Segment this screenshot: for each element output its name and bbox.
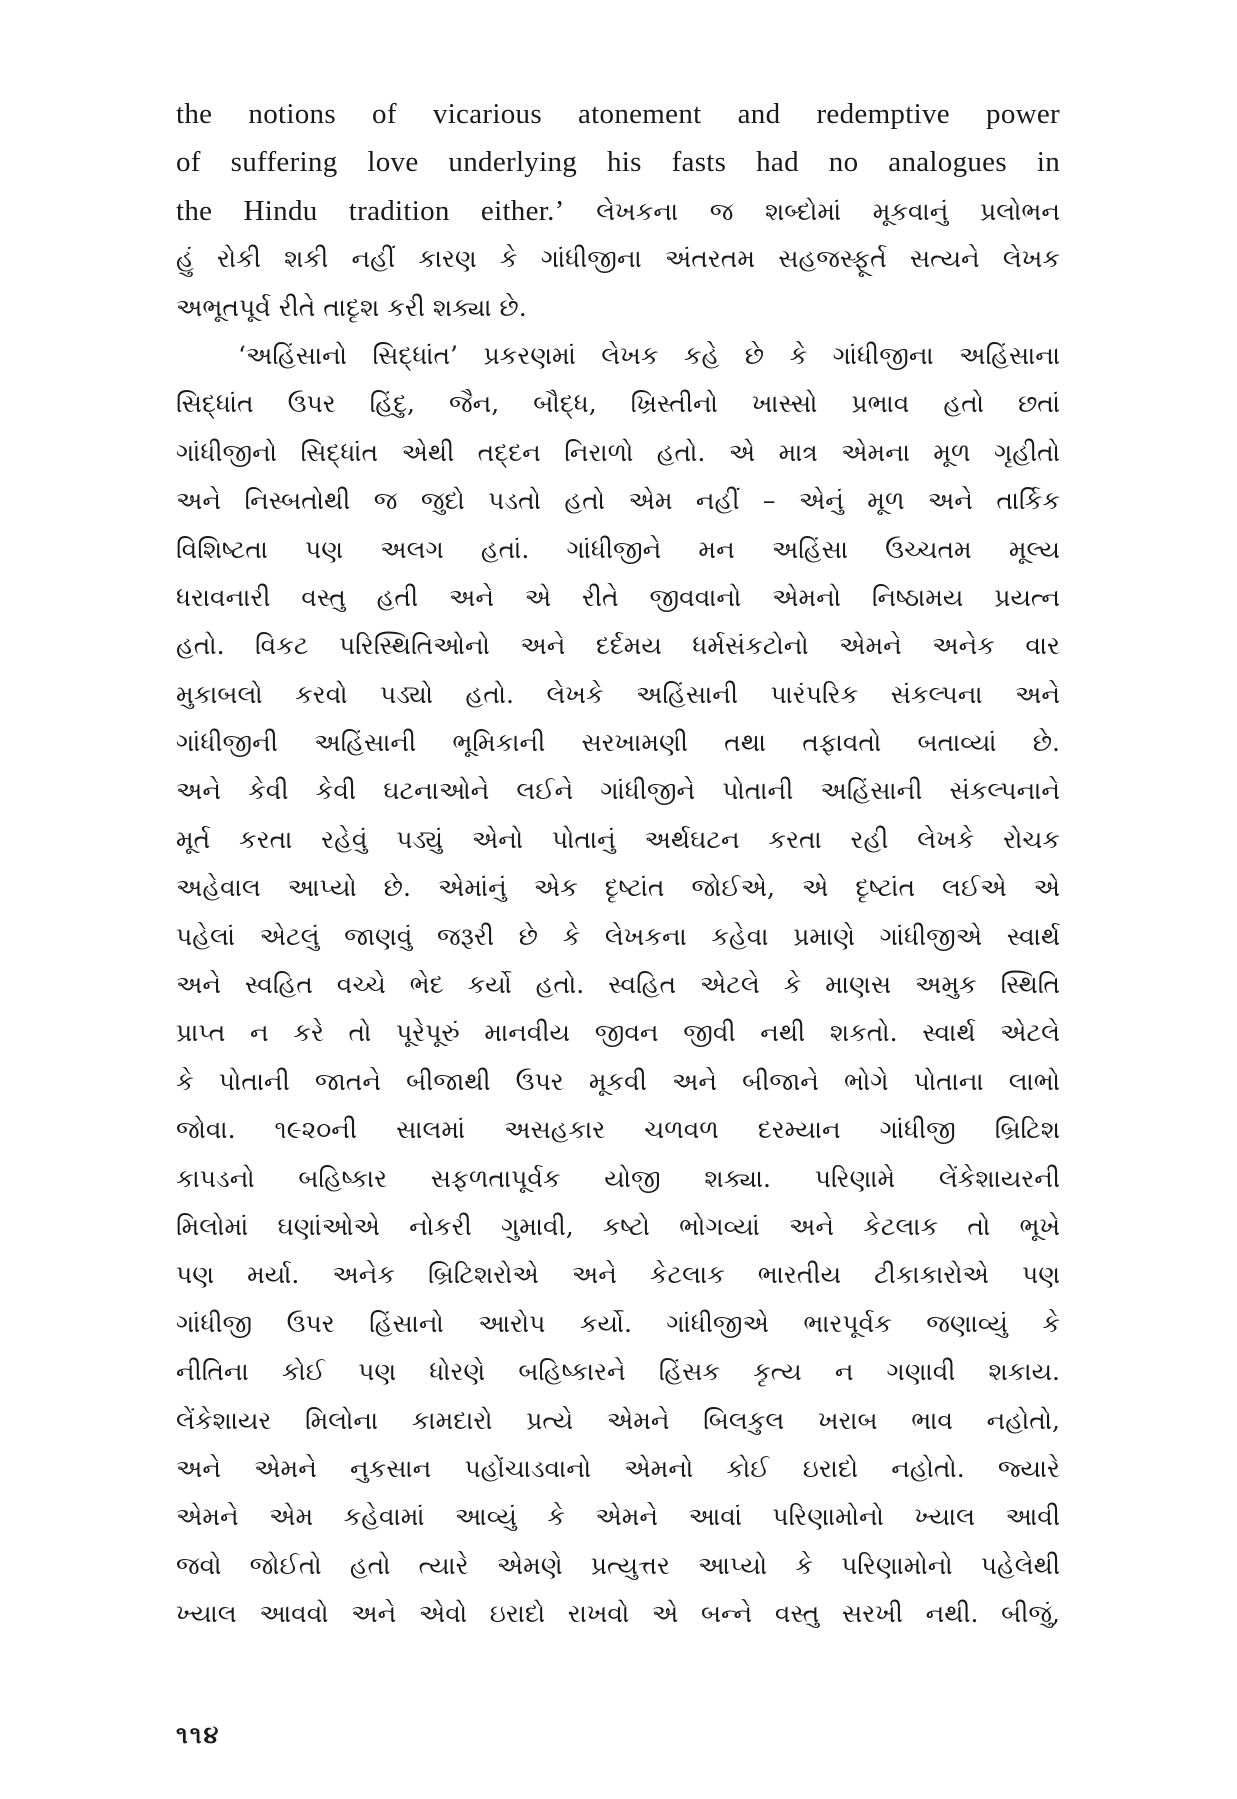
text-line-2: of suffering love underlying his fasts had no analogues in [176,146,1060,179]
text-line-7: સિદ્ધાંત ઉપર હિંદુ, જૈન, બૌદ્ધ, ખ્રિસ્તીનો ખાસ્સો પ્રભાવ હતો છતાં [176,389,1060,419]
text-line-3 [176,187,1060,235]
paragraph-start-line: ‘અહિંસાનો સિદ્ધાંત’ પ્રકરણમાં લેખક કહે છે કે ગાંધીજીના અહિંસાના [238,340,1060,370]
english-quote-end: the Hindu tradition either.’ [176,194,565,227]
gujarati-continuation: લેખકના જ શબ્દોમાં મૂકવાનું પ્રલોભન [596,196,1060,226]
text-line-25: પણ મર્યા. અનેક બ્રિટિશરોએ અને કેટલાક ભારતીય ટીકાકારોએ પણ [176,1260,1060,1290]
text-line-31: જવો જોઈતો હતો ત્યારે એમણે પ્રત્યુત્તર આપ્યો કે પરિણામોનો પહેલેથી [176,1550,1060,1580]
text-line-4: હું રોકી શકી નહીં કારણ કે ગાંધીજીના અંતરતમ સહજસ્ફૂર્ત સત્યને લેખક [176,244,1060,274]
text-line-1: the notions of vicarious atonement and redemptive power [176,98,1060,130]
text-line-10: વિશિષ્ટતા પણ અલગ હતાં. ગાંધીજીને મન અહિંસા ઉચ્ચતમ મૂલ્ય [176,534,1060,564]
text-line-21: કે પોતાની જાતને બીજાથી ઉપર મૂકવી અને બીજાને ભોગે પોતાના લાભો [176,1066,1060,1096]
text-line-20: પ્રાપ્ત ન કરે તો પૂરેપૂરું માનવીય જીવન જીવી નથી શકતો. સ્વાર્થ એટલે [176,1018,1060,1048]
text-line-12: હતો. વિકટ પરિસ્થિતિઓનો અને દર્દમય ધર્મસંકટોનો એમને અનેક વાર [176,631,1060,661]
text-line-14: ગાંધીજીની અહિંસાની ભૂમિકાની સરખામણી તથા તફાવતો બતાવ્યાં છે. [176,728,1060,758]
text-line-8: ગાંધીજીનો સિદ્ધાંત એથી તદ્દન નિરાળો હતો. એ માત્ર એમના મૂળ ગૃહીતો [176,437,1060,467]
text-line-18: પહેલાં એટલું જાણવું જરૂરી છે કે લેખકના કહેવા પ્રમાણે ગાંધીજીએ સ્વાર્થ [176,921,1060,951]
text-line-30: એમને એમ કહેવામાં આવ્યું કે એમને આવાં પરિણામોનો ખ્યાલ આવી [176,1502,1060,1532]
text-line-15: અને કેવી કેવી ઘટનાઓને લઈને ગાંધીજીને પોતાની અહિંસાની સંકલ્પનાને [176,776,1060,806]
text-line-9: અને નિસ્બતોથી જ જુદો પડતો હતો એમ નહીં – એનું મૂળ અને તાર્કિક [176,486,1060,516]
text-line-32: ખ્યાલ આવવો અને એવો ઇરાદો રાખવો એ બન્ને વસ્તુ સરખી નથી. બીજું, [176,1599,1060,1629]
text-line-19: અને સ્વહિત વચ્ચે ભેદ કર્યો હતો. સ્વહિત એટલે કે માણસ અમુક સ્થિતિ [176,970,1060,1000]
text-line-28: લેંકેશાયર મિલોના કામદારો પ્રત્યે એમને બિલકુલ ખરાબ ભાવ નહોતો, [176,1405,1060,1435]
text-line-29: અને એમને નુકસાન પહોંચાડવાનો એમનો કોઈ ઇરાદો નહોતો. જ્યારે [176,1453,1060,1483]
text-line-13: મુકાબલો કરવો પડ્યો હતો. લેખકે અહિંસાની પારંપરિક સંકલ્પના અને [176,679,1060,709]
text-line-24: મિલોમાં ઘણાંઓએ નોકરી ગુમાવી, કષ્ટો ભોગવ્યાં અને કેટલાક તો ભૂખે [176,1211,1060,1241]
text-line-23: કાપડનો બહિષ્કાર સફળતાપૂર્વક યોજી શક્યા. પરિણામે લેંકેશાયરની [176,1163,1060,1193]
page-number: ૧૧૪ [176,1720,221,1749]
text-line-11: ધરાવનારી વસ્તુ હતી અને એ રીતે જીવવાનો એમનો નિષ્ઠામય પ્રયત્ન [176,582,1060,612]
text-line-5: અભૂતપૂર્વ રીતે તાદૃશ કરી શક્યા છે. [176,292,527,322]
text-line-27: નીતિના કોઈ પણ ધોરણે બહિષ્કારને હિંસક કૃત્ય ન ગણાવી શકાય. [176,1357,1060,1387]
body-text [176,90,1060,1639]
text-line-26: ગાંધીજી ઉપર હિંસાનો આરોપ કર્યો. ગાંધીજીએ ભારપૂર્વક જણાવ્યું કે [176,1308,1060,1338]
text-line-22: જોવા. ૧૯૨૦ની સાલમાં અસહકાર ચળવળ દરમ્યાન ગાંધીજી બ્રિટિશ [176,1115,1060,1145]
text-line-17: અહેવાલ આપ્યો છે. એમાંનું એક દૃષ્ટાંત જોઈએ, એ દૃષ્ટાંત લઈએ એ [176,873,1060,903]
text-line-16: મૂર્ત કરતા રહેવું પડ્યું એનો પોતાનું અર્થઘટન કરતા રહી લેખકે રોચક [176,824,1060,854]
